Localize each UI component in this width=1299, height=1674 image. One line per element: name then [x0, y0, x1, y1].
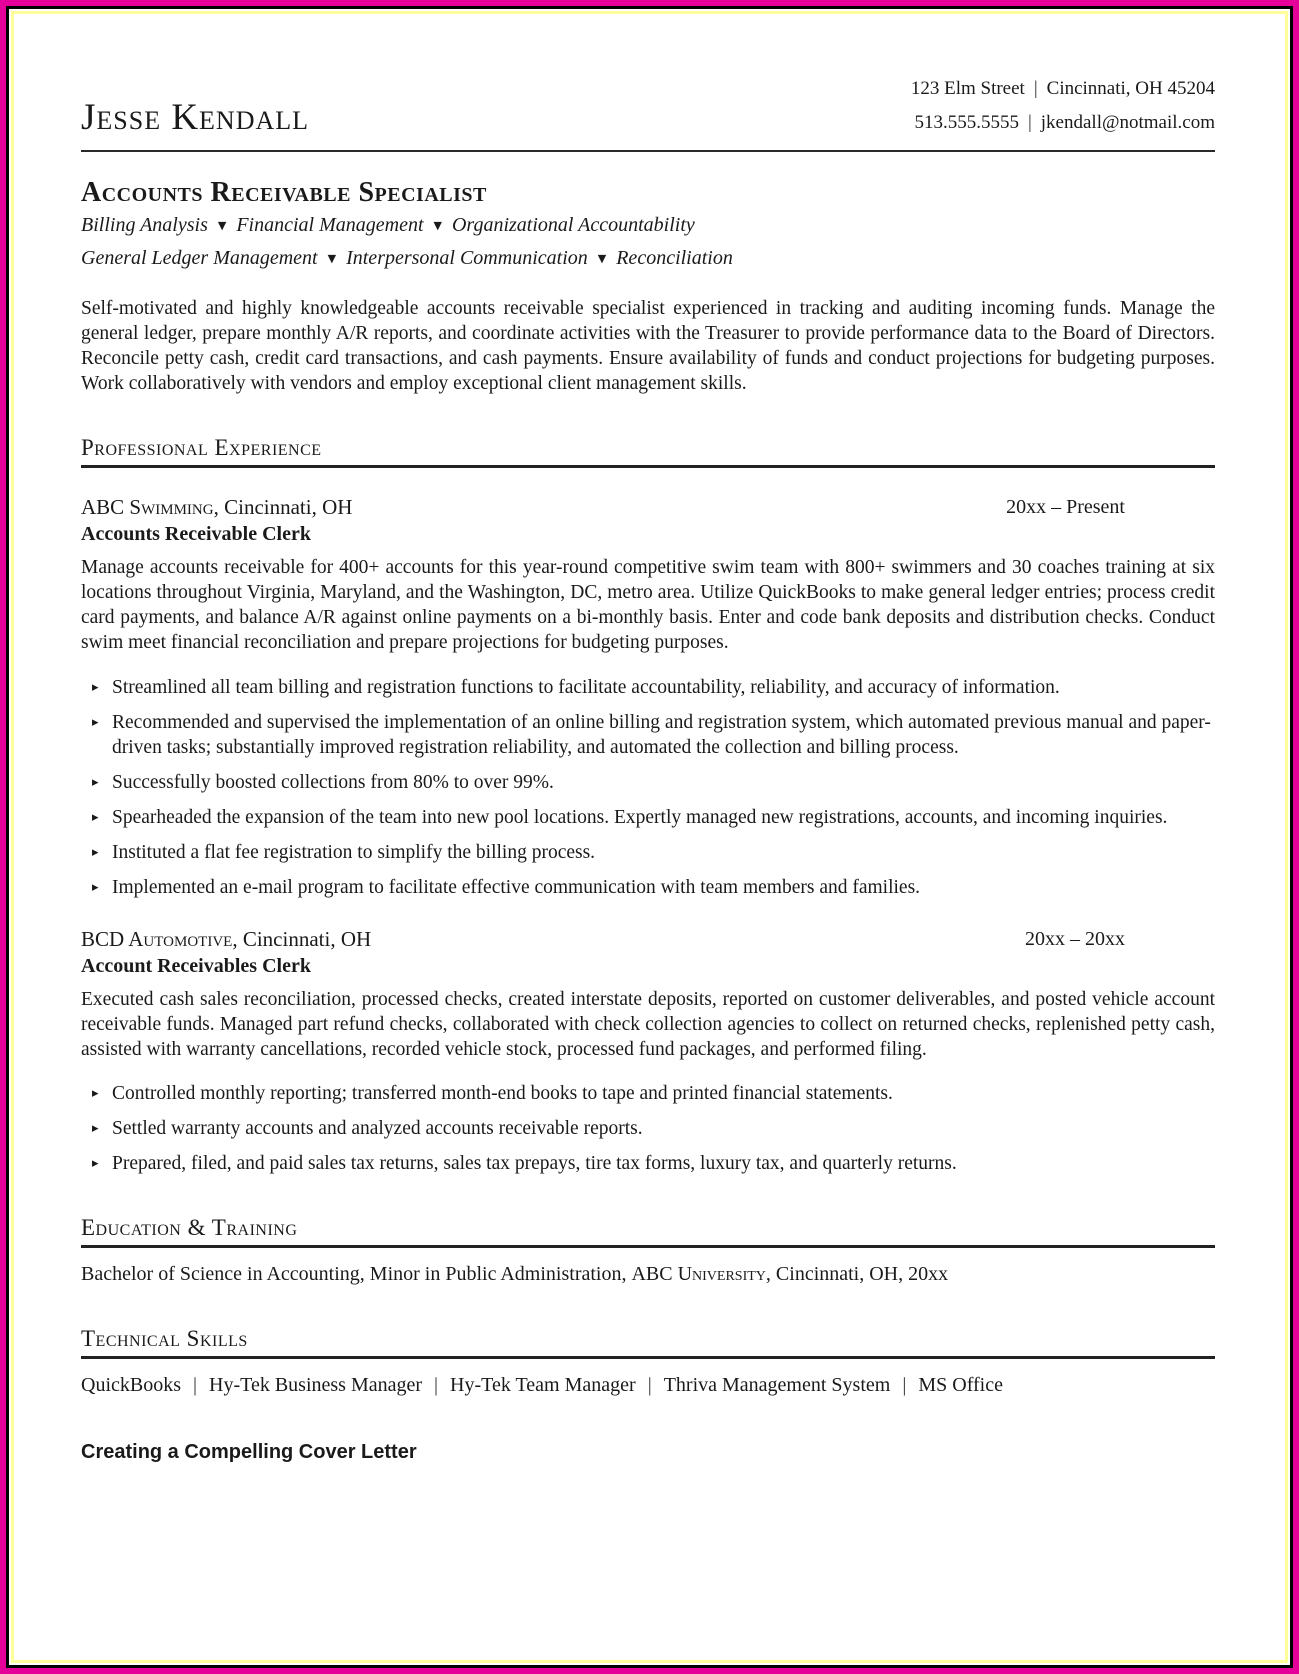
triangle-down-icon: ▼ [327, 252, 337, 265]
job-description: Executed cash sales reconciliation, processed checks, created interstate deposits, reported on customer deliverables, and posted vehicle account receivable funds. Managed part refund checks, collaborated with check collection agencies to collect on returned checks, replenished petty cash, assisted with warranty cancellations, recorded vehicle stock, processed fund packages, and performed filing. [81, 988, 1215, 1060]
summary-paragraph: Self-motivated and highly knowledgeable accounts receivable specialist experienced in tracking and auditing incoming funds. Manage the general ledger, prepare monthly A/R reports, and coordinate activities with the Treasurer to provide performance data to the Board of Directors. Reconcile petty cash, credit card transactions, and cash payments. Ensure availability of funds and conduct projections for budgeting purposes. Work collaboratively with vendors and employ exceptional client management skills. [81, 298, 1215, 394]
page-border-black [6, 6, 1293, 1668]
triangle-bullet-icon: ▸ [92, 714, 99, 730]
company-line [81, 493, 352, 521]
keyword: Financial Management [236, 214, 424, 236]
triangle-bullet-icon: ▸ [92, 809, 99, 825]
phone-number: 513.555.5555 [914, 112, 1019, 133]
company-location: , Cincinnati, OH [213, 495, 353, 519]
bullet-item [81, 875, 1215, 900]
bullet-text: Streamlined all team billing and registration functions to facilitate accountability, reliability, and accuracy of information. [112, 676, 1060, 698]
skill-item: Hy-Tek Business Manager [209, 1374, 423, 1396]
job-bullet-list [81, 675, 1215, 900]
city-state-zip: Cincinnati, OH 45204 [1046, 78, 1215, 99]
page-title: Accounts Receivable Specialist [81, 177, 487, 208]
triangle-bullet-icon: ▸ [92, 1121, 99, 1136]
keyword: Reconciliation [616, 247, 733, 269]
bullet-text: Controlled monthly reporting; transferred month-end books to tape and printed financial statements. [112, 1083, 893, 1104]
triangle-bullet-icon: ▸ [92, 1086, 99, 1101]
keyword: Organizational Accountability [451, 214, 695, 236]
bullet-text: Instituted a flat fee registration to simplify the billing process. [112, 841, 596, 863]
triangle-down-icon: ▼ [597, 252, 607, 265]
section-title: Education & Training [81, 1215, 298, 1240]
keywords-row-1 [81, 210, 1215, 243]
header-rule [81, 150, 1215, 152]
triangle-bullet-icon: ▸ [92, 879, 99, 895]
separator-pipe: | [1027, 112, 1032, 133]
bullet-text: Spearheaded the expansion of the team into new pool locations. Expertly managed new registrations, accounts, and incoming inquiries. [112, 806, 1168, 828]
section-title: Professional Experience [81, 435, 322, 460]
skill-item: Hy-Tek Team Manager [450, 1374, 636, 1396]
school-name: ABC University [631, 1263, 766, 1285]
job-header [81, 493, 1215, 521]
bullet-item [81, 675, 1215, 700]
education-line [81, 1261, 1215, 1287]
footer-caption: Creating a Compelling Cover Letter [81, 1441, 417, 1463]
section-heading-professional-experience [81, 434, 1215, 468]
section-title: Technical Skills [81, 1326, 248, 1351]
triangle-down-icon: ▼ [433, 219, 442, 232]
bullet-item [81, 770, 1215, 795]
keyword: General Ledger Management [81, 247, 318, 269]
separator-pipe: | [1033, 78, 1038, 99]
bullet-text: Settled warranty accounts and analyzed accounts receivable reports. [112, 1118, 643, 1139]
resume-content [14, 14, 1285, 1660]
triangle-bullet-icon: ▸ [92, 1156, 99, 1171]
section-heading-education-training [81, 1214, 1215, 1248]
job-dates: 20xx – Present [1006, 496, 1125, 518]
company-name: ABC Swimming [81, 495, 214, 519]
street-address: 123 Elm Street [910, 78, 1025, 99]
bullet-item [81, 710, 1215, 760]
skill-item: Thriva Management System [663, 1374, 891, 1396]
page-border-yellow [11, 11, 1288, 1663]
job-bullet-list [81, 1081, 1215, 1176]
skill-item: MS Office [918, 1374, 1003, 1396]
bullet-text: Successfully boosted collections from 80% to over 99%. [112, 771, 554, 793]
bullet-item [81, 1151, 1215, 1176]
email-address: jkendall@notmail.com [1040, 112, 1215, 133]
bullet-text: Implemented an e-mail program to facilitate effective communication with team members and families. [112, 876, 921, 898]
triangle-bullet-icon: ▸ [92, 774, 99, 790]
candidate-name: Jesse Kendall [81, 97, 310, 138]
triangle-down-icon: ▼ [217, 219, 227, 232]
separator-pipe: | [902, 1374, 907, 1396]
contact-block [911, 72, 1215, 140]
keyword: Billing Analysis [81, 214, 208, 236]
skill-item: QuickBooks [81, 1374, 181, 1396]
company-name: BCD Automotive [81, 926, 233, 951]
page-border-white [9, 9, 1290, 1665]
bullet-text: Recommended and supervised the implementation of an online billing and registration system, which automated previous manual and paper-driven tasks; substantially improved registration reliability, and automated the collection and billing process. [112, 711, 1211, 758]
section-heading-technical-skills [81, 1325, 1215, 1359]
bullet-item [81, 840, 1215, 865]
education-location-year: , Cincinnati, OH, 20xx [765, 1263, 949, 1285]
company-line [81, 925, 371, 953]
keyword: Interpersonal Communication [346, 247, 588, 269]
job-title: Account Receivables Clerk [81, 954, 311, 977]
triangle-bullet-icon: ▸ [92, 679, 99, 695]
company-location: , Cincinnati, OH [232, 926, 372, 951]
degree-text: Bachelor of Science in Accounting, Minor in Public Administration, [81, 1263, 632, 1285]
skills-line [81, 1372, 1215, 1398]
separator-pipe: | [434, 1374, 439, 1396]
separator-pipe: | [193, 1374, 198, 1396]
resume-header [81, 72, 1215, 140]
separator-pipe: | [647, 1374, 652, 1396]
job-description: Manage accounts receivable for 400+ accounts for this year-round competitive swim team with 800+ swimmers and 30 coaches training at six locations throughout Virginia, Maryland, and the Washington, DC, metro area. Utilize QuickBooks to make general ledger entries; process credit card payments, and balance A/R against online payments on a bi-monthly basis. Enter and code bank deposits and distribution checks. Conduct swim meet financial reconciliation and prepare projections for budgeting purposes. [81, 557, 1215, 653]
bullet-item [81, 805, 1215, 830]
triangle-bullet-icon: ▸ [92, 844, 99, 860]
contact-line-address [911, 72, 1215, 106]
job-title: Accounts Receivable Clerk [81, 523, 311, 545]
job-header [81, 925, 1215, 953]
contact-line-phone-email [911, 106, 1215, 140]
bullet-item [81, 1116, 1215, 1141]
job-dates: 20xx – 20xx [1025, 927, 1125, 950]
bullet-item [81, 1081, 1215, 1106]
keywords-row-2 [81, 243, 1215, 276]
bullet-text: Prepared, filed, and paid sales tax returns, sales tax prepays, tire tax forms, luxury tax, and quarterly returns. [112, 1153, 957, 1174]
